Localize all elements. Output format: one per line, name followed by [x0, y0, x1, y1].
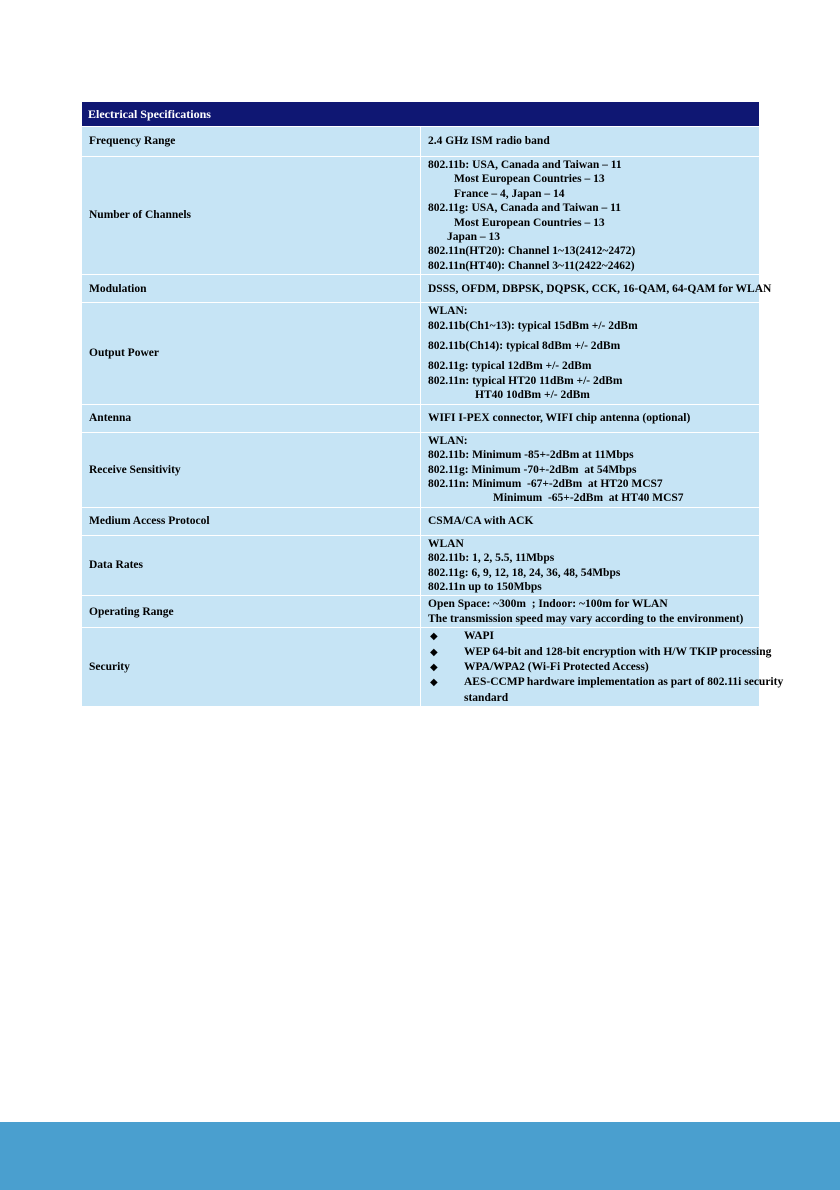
bullet-text: standard	[464, 691, 509, 704]
row-label: Operating Range	[82, 596, 421, 628]
value-line: Open Space: ~300m ; Indoor: ~100m for WLAN	[428, 598, 668, 611]
value-line: WIFI I-PEX connector, WIFI chip antenna (optional)	[428, 411, 691, 424]
value-line: 2.4 GHz ISM radio band	[428, 135, 550, 148]
bullet-text: AES-CCMP hardware implementation as part of 802.11i security	[464, 676, 784, 689]
diamond-bullet-icon: ◆	[430, 631, 438, 643]
table-row	[82, 127, 760, 157]
value-line: Minimum -65+-2dBm at HT40 MCS7	[493, 492, 684, 505]
diamond-bullet-icon: ◆	[430, 677, 438, 689]
value-line: DSSS, OFDM, DBPSK, DQPSK, CCK, 16-QAM, 64-QAM for WLAN	[428, 282, 772, 295]
row-value	[421, 596, 760, 628]
table-row	[82, 157, 760, 275]
value-line: WLAN:	[428, 434, 468, 447]
value-line: 802.11g: typical 12dBm +/- 2dBm	[428, 360, 592, 373]
bullet-text: WPA/WPA2 (Wi-Fi Protected Access)	[464, 660, 649, 673]
table-row	[82, 535, 760, 596]
security-bullet	[428, 675, 784, 690]
security-bullet	[428, 660, 752, 675]
row-label: Number of Channels	[82, 157, 421, 275]
row-value	[421, 432, 760, 507]
row-label: Output Power	[82, 303, 421, 404]
bullet-text: WAPI	[464, 630, 495, 643]
row-label: Medium Access Protocol	[82, 507, 421, 535]
table-row	[82, 303, 760, 404]
value-line: 802.11n: typical HT20 11dBm +/- 2dBm	[428, 374, 623, 387]
value-line: 802.11n up to 150Mbps	[428, 580, 542, 593]
security-bullet-continuation	[428, 691, 752, 705]
table-row	[82, 596, 760, 628]
row-value	[421, 535, 760, 596]
value-line: 802.11b(Ch14): typical 8dBm +/- 2dBm	[428, 340, 621, 353]
value-line: The transmission speed may vary according to the environment)	[428, 612, 744, 625]
table-row	[82, 628, 760, 707]
table-row	[82, 275, 760, 303]
row-label: Receive Sensitivity	[82, 432, 421, 507]
value-line: HT40 10dBm +/- 2dBm	[475, 389, 590, 402]
row-label: Antenna	[82, 404, 421, 432]
value-line: 802.11g: 6, 9, 12, 18, 24, 36, 48, 54Mbps	[428, 566, 621, 579]
row-label: Modulation	[82, 275, 421, 303]
value-line: Japan – 13	[447, 231, 501, 244]
value-line: 802.11g: Minimum -70+-2dBm at 54Mbps	[428, 463, 637, 476]
value-line: 802.11b: 1, 2, 5.5, 11Mbps	[428, 552, 555, 565]
row-value	[421, 157, 760, 275]
footer-bar	[0, 1122, 840, 1190]
row-label: Data Rates	[82, 535, 421, 596]
value-line: Most European Countries – 13	[454, 173, 605, 186]
table-row	[82, 507, 760, 535]
value-line: 802.11g: USA, Canada and Taiwan – 11	[428, 202, 622, 215]
row-value	[421, 404, 760, 432]
security-bullet	[428, 645, 772, 660]
value-line: 802.11b: Minimum -85+-2dBm at 11Mbps	[428, 449, 634, 462]
value-line: Most European Countries – 13	[454, 216, 605, 229]
value-line: 802.11n(HT40): Channel 3~11(2422~2462)	[428, 259, 635, 272]
security-bullet	[428, 629, 752, 644]
row-value	[421, 303, 760, 404]
row-value	[421, 127, 760, 157]
table-row	[82, 404, 760, 432]
value-line: 802.11b(Ch1~13): typical 15dBm +/- 2dBm	[428, 319, 638, 332]
row-value	[421, 507, 760, 535]
row-value	[421, 628, 784, 707]
value-line: WLAN:	[428, 305, 468, 318]
row-label: Frequency Range	[82, 127, 421, 157]
diamond-bullet-icon: ◆	[430, 661, 438, 673]
table-header-row	[82, 102, 760, 127]
row-value	[421, 275, 772, 303]
diamond-bullet-icon: ◆	[430, 646, 438, 658]
row-label: Security	[82, 628, 421, 707]
value-line: 802.11n(HT20): Channel 1~13(2412~2472)	[428, 245, 636, 258]
value-line: WLAN	[428, 537, 464, 550]
table-title: Electrical Specifications	[82, 102, 760, 127]
bullet-text: WEP 64-bit and 128-bit encryption with H/W TKIP processing	[464, 645, 772, 658]
electrical-specifications-table	[81, 101, 784, 707]
value-line: 802.11b: USA, Canada and Taiwan – 11	[428, 159, 622, 171]
value-line: 802.11n: Minimum -67+-2dBm at HT20 MCS7	[428, 477, 663, 490]
table-row	[82, 432, 760, 507]
value-line: CSMA/CA with ACK	[428, 515, 534, 528]
value-line: France – 4, Japan – 14	[454, 187, 565, 200]
